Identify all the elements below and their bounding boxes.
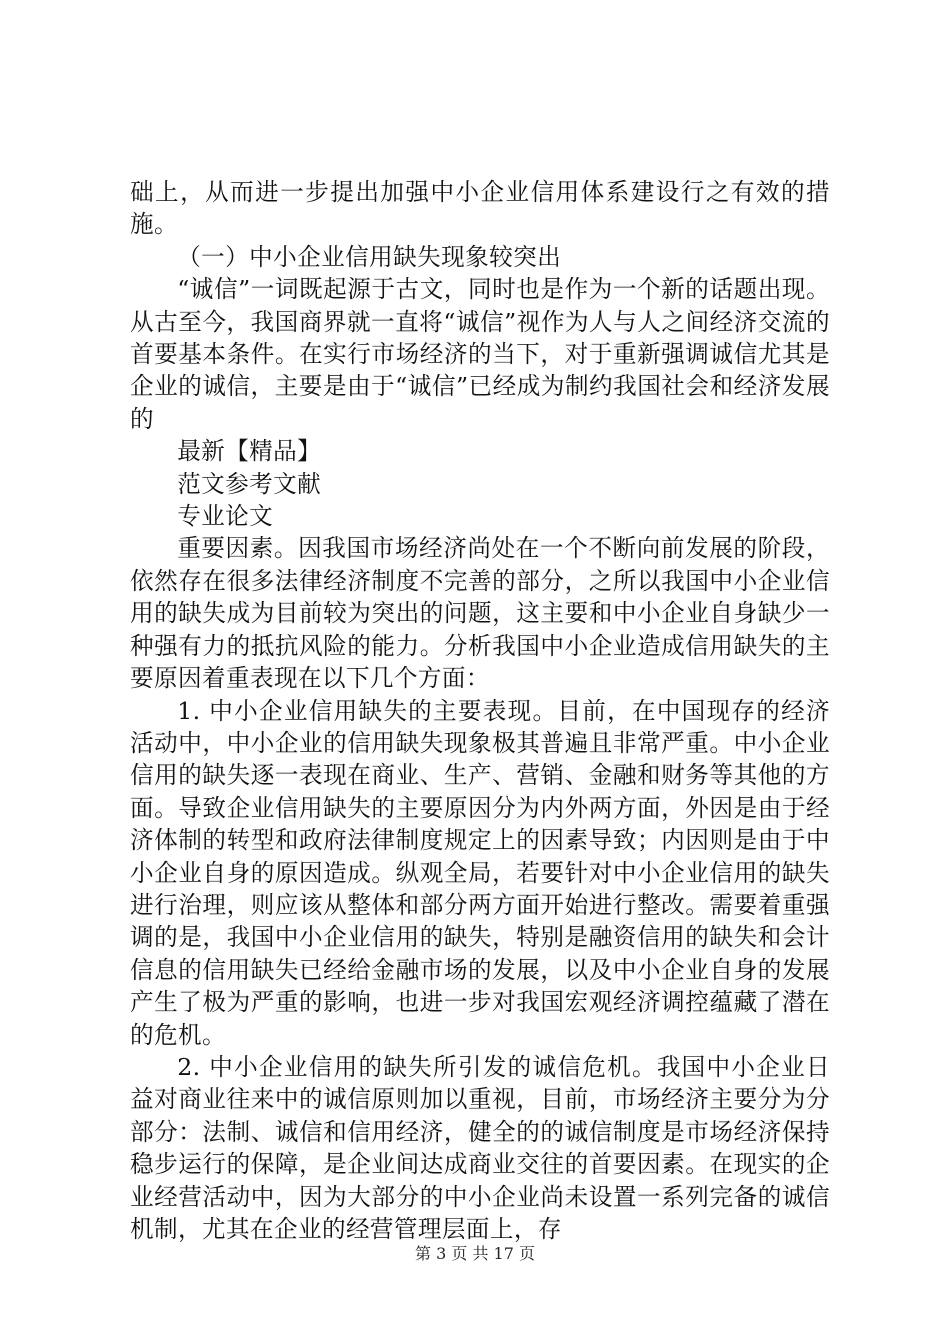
paragraph-item-1: 1. 中小企业信用缺失的主要表现。目前，在中国现存的经济活动中，中小企业的信用缺失现象极其普遍且非常严重。中小企业信用的缺失逐一表现在商业、生产、营销、金融和财务等其他的方面。导致企业信用缺失的主要原因分为内外两方面，外因是由于经济体制的转型和政府法律制度规定上的因素导致；内因则是由于中小企业自身的原因造成。纵观全局，若要针对中小企业信用的缺失进行治理，则应该从整体和部分两方面开始进行整改。需要着重强调的是，我国中小企业信用的缺失，特别是融资信用的缺失和会计信息的信用缺失已经给金融市场的发展，以及中小企业自身的发展产生了极为严重的影响，也进一步对我国宏观经济调控蕴藏了潜在的危机。 — [130, 696, 830, 1049]
paragraph-continuation: 础上，从而进一步提出加强中小企业信用体系建设行之有效的措施。 — [130, 178, 830, 239]
paragraph-integrity: “诚信”一词既起源于古文，同时也是作为一个新的话题出现。从古至今，我国商界就一直将“诚信”视作为人与人之间经济交流的首要基本条件。在实行市场经济的当下，对于重新强调诚信尤其是企业的诚信，主要是由于“诚信”已经成为制约我国社会和经济发展的 — [130, 275, 830, 433]
document-body — [130, 176, 830, 1245]
paragraph-important-factors: 重要因素。因我国市场经济尚处在一个不断向前发展的阶段，依然存在很多法律经济制度不完善的部分，之所以我国中小企业信用的缺失成为目前较为突出的问题，这主要和中小企业自身缺少一种强有力的抵抗风险的能力。分析我国中小企业造成信用缺失的主要原因着重表现在以下几个方面： — [130, 534, 830, 693]
watermark-line-references: 范文参考文献 — [177, 469, 322, 498]
page-number-footer: 第 3 页 共 17 页 — [415, 1244, 535, 1263]
section-heading: （一）中小企业信用缺失现象较突出 — [177, 242, 562, 271]
watermark-line-latest: 最新【精品】 — [177, 437, 322, 466]
paragraph-item-2: 2. 中小企业信用的缺失所引发的诚信危机。我国中小企业日益对商业往来中的诚信原则加以重视，目前，市场经济主要分为分部分：法制、诚信和信用经济，健全的的诚信制度是市场经济保持稳步运行的保障，是企业间达成商业交往的首要因素。在现实的企业经营活动中，因为大部分的中小企业尚未设置一系列完备的诚信机制，尤其在企业的经营管理层面上，存 — [130, 1052, 830, 1243]
watermark-line-thesis: 专业论文 — [177, 502, 274, 531]
